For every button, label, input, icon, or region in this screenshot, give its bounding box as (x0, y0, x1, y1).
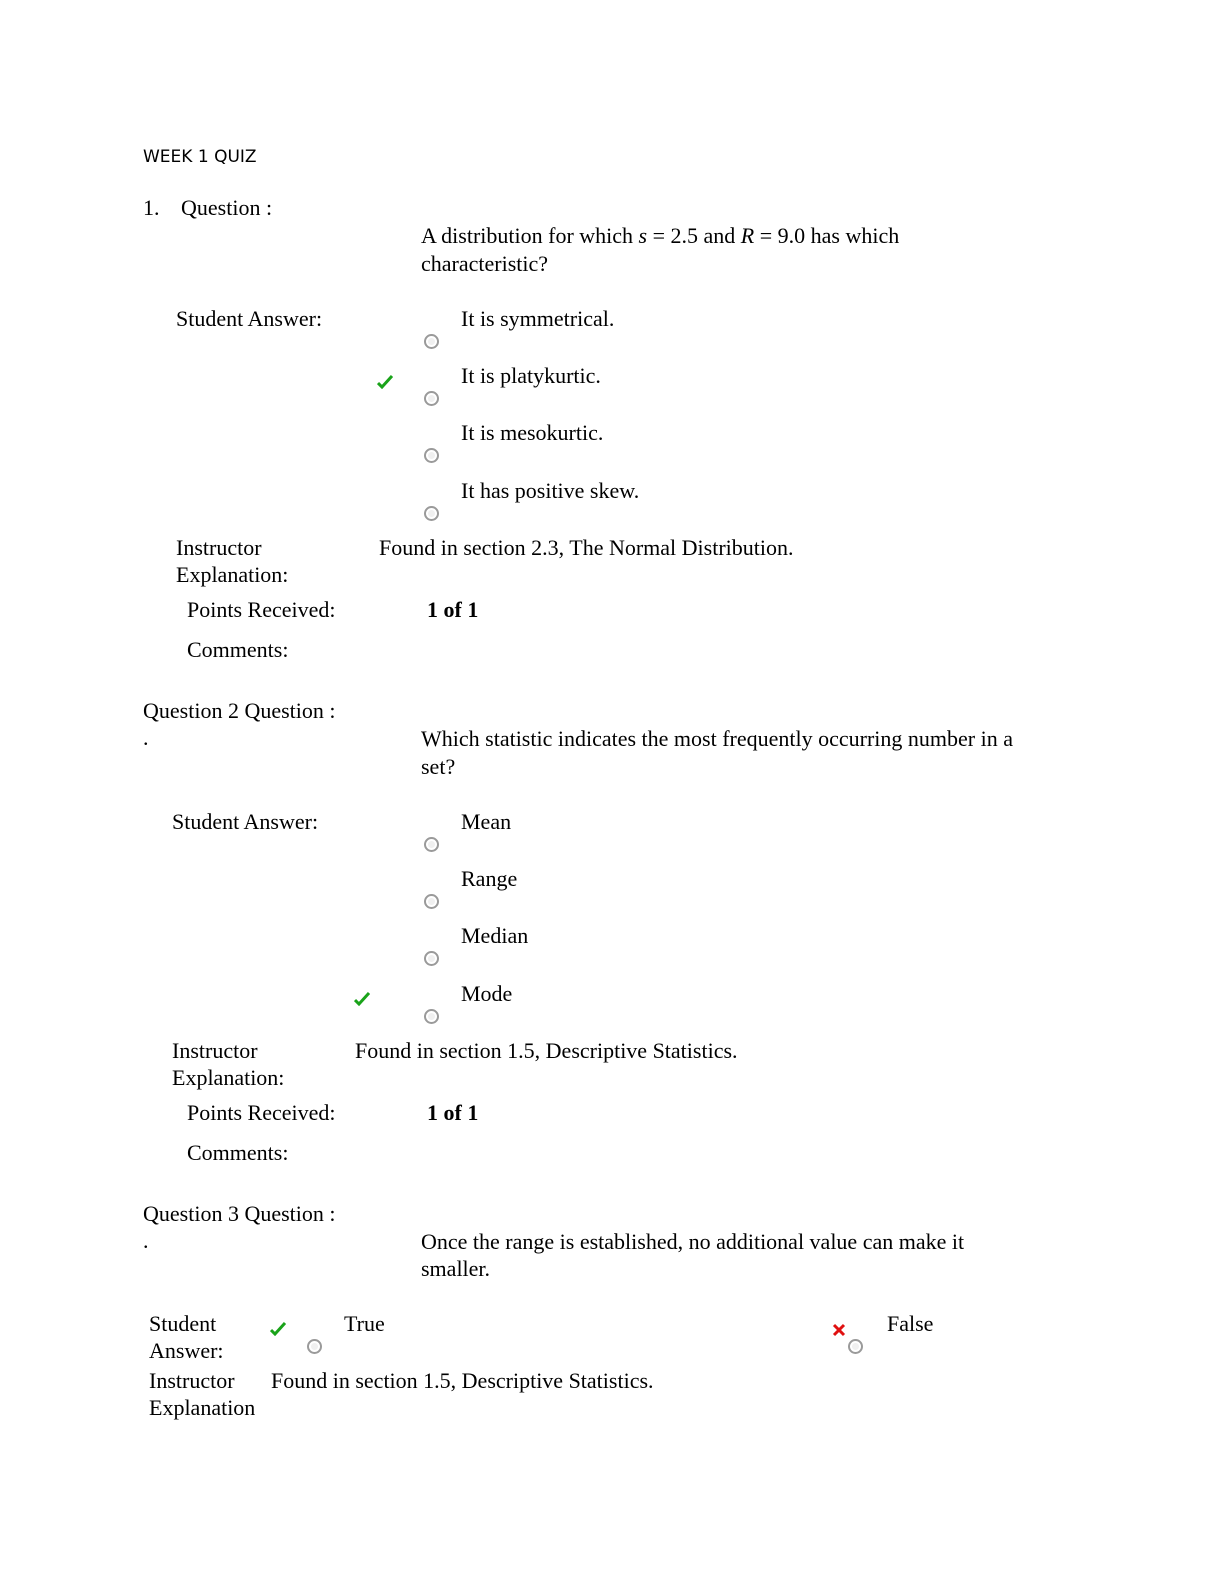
q1-option-radio[interactable] (424, 506, 439, 521)
q1-option-label: It is mesokurtic. (461, 420, 604, 445)
q1-option-radio[interactable] (424, 391, 439, 406)
q1-var-s: s (638, 223, 648, 248)
q2-student-answer-label: Student Answer: (172, 809, 319, 834)
q3-student-label-2: Answer: (149, 1338, 224, 1363)
q3-option-label: False (887, 1311, 934, 1336)
q3-dot: . (143, 1228, 149, 1253)
correct-check-icon (354, 992, 370, 1006)
q3-option-radio[interactable] (307, 1339, 322, 1354)
q1-var-r: R (740, 223, 755, 248)
q3-option-radio[interactable] (848, 1339, 863, 1354)
q1-option-radio[interactable] (424, 448, 439, 463)
q2-explanation-label: Instructor (172, 1038, 258, 1063)
q2-explanation-label-2: Explanation: (172, 1065, 285, 1090)
q3-option-label: True (344, 1311, 385, 1336)
q2-option-label: Median (461, 923, 529, 948)
q1-option-label: It is platykurtic. (461, 363, 601, 388)
q2-points-value: 1 of 1 (427, 1100, 479, 1125)
q3-question-text-line2: smaller. (421, 1256, 491, 1281)
q1-option-label: It has positive skew. (461, 478, 640, 503)
q3-question-text: Once the range is established, no additional value can make it (421, 1229, 965, 1254)
q3-explanation-text: Found in section 1.5, Descriptive Statistics. (271, 1368, 654, 1393)
correct-check-icon (270, 1322, 286, 1336)
q1-question-text (421, 222, 899, 250)
q1-explanation-text: Found in section 2.3, The Normal Distribution. (379, 535, 794, 560)
q1-text-mid: = 2.5 and (647, 223, 741, 248)
q3-label: Question 3 Question : (143, 1201, 336, 1226)
q1-text-post: = 9.0 has which (754, 223, 900, 248)
q1-comments-label: Comments: (187, 637, 289, 662)
q2-label: Question 2 Question : (143, 698, 336, 723)
q2-comments-label: Comments: (187, 1140, 289, 1165)
q1-text-pre: A distribution for which (421, 223, 639, 248)
q1-points-label: Points Received: (187, 597, 336, 622)
quiz-title: WEEK 1 QUIZ (143, 147, 257, 167)
q1-option-radio[interactable] (424, 334, 439, 349)
q1-question-text-line2: characteristic? (421, 251, 549, 276)
q1-points-value: 1 of 1 (427, 597, 479, 622)
q2-option-label: Mode (461, 981, 513, 1006)
q1-student-answer-label: Student Answer: (176, 306, 323, 331)
q2-option-radio[interactable] (424, 951, 439, 966)
q2-points-label: Points Received: (187, 1100, 336, 1125)
q2-question-text-line2: set? (421, 754, 456, 779)
q1-explanation-label-2: Explanation: (176, 562, 289, 587)
q3-explanation-label-2: Explanation (149, 1395, 256, 1420)
q2-option-radio[interactable] (424, 1009, 439, 1024)
q2-option-radio[interactable] (424, 837, 439, 852)
q2-option-label: Range (461, 866, 518, 891)
q2-explanation-text: Found in section 1.5, Descriptive Statistics. (355, 1038, 738, 1063)
correct-check-icon (377, 375, 393, 389)
q3-explanation-label: Instructor (149, 1368, 235, 1393)
q2-option-radio[interactable] (424, 894, 439, 909)
q1-label: Question : (181, 195, 273, 220)
q1-number: 1. (143, 195, 160, 220)
q2-dot: . (143, 725, 149, 750)
q3-student-label: Student (149, 1311, 217, 1336)
q2-question-text: Which statistic indicates the most frequently occurring number in a (421, 726, 1013, 751)
q1-explanation-label: Instructor (176, 535, 262, 560)
q2-option-label: Mean (461, 809, 512, 834)
q1-option-label: It is symmetrical. (461, 306, 615, 331)
incorrect-x-icon (832, 1323, 846, 1337)
